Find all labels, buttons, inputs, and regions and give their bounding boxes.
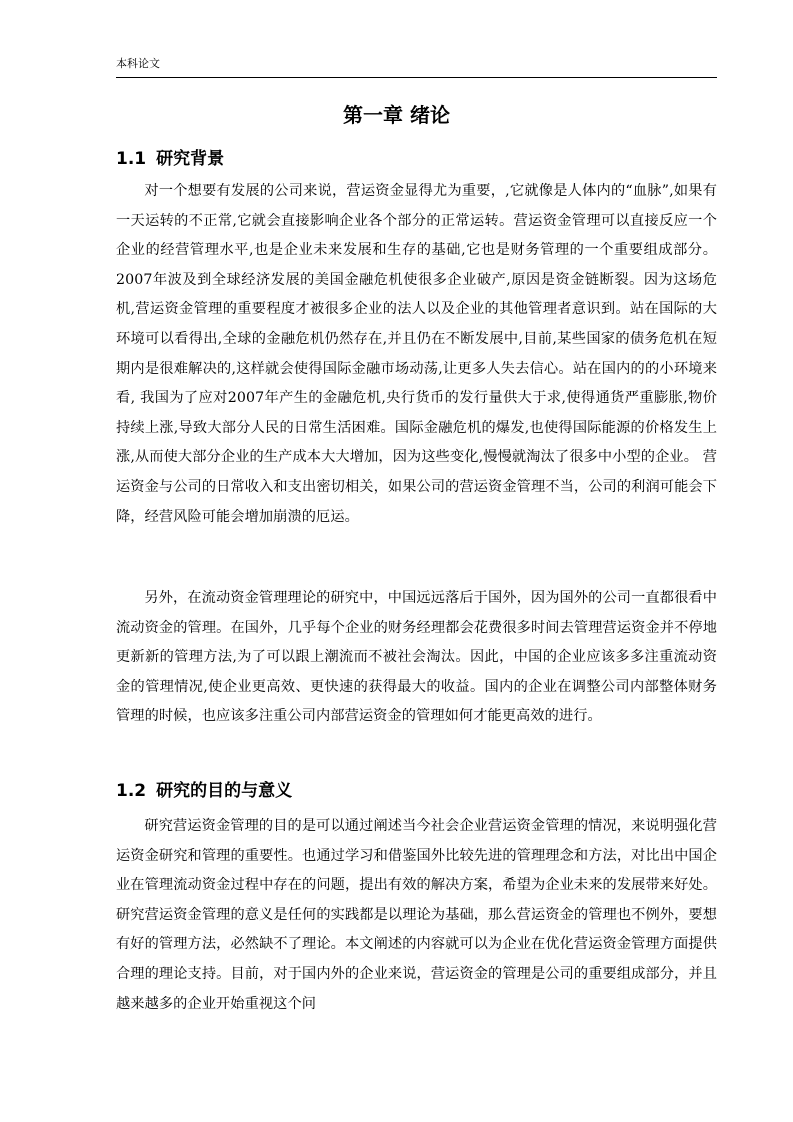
section-number: 1.2 <box>116 781 147 801</box>
section-title: 研究的目的与意义 <box>156 781 293 801</box>
section-heading-1-1 <box>116 146 224 172</box>
paragraph-research-background-2: 另外，在流动资金管理理论的研究中，中国远远落后于国外，因为国外的公司一直都很看中流动资金的管理。在国外，几乎每个企业的财务经理都会花费很多时间去管理营运资金并不停地更新新的管理方法,为了可以跟上潮流而不被社会淘汰。因此，中国的企业应该多多注重流动资金的管理情况,使企业更高效、更快速的获得最大的收益。国内的企业在调整公司内部整体财务管理的时候，也应该多注重公司内部营运资金的管理如何才能更高效的进行。 <box>116 590 717 725</box>
paragraph-purpose-significance-1: 研究营运资金管理的目的是可以通过阐述当今社会企业营运资金管理的情况，来说明强化营运资金研究和管理的重要性。也通过学习和借鉴国外比较先进的管理理念和方法，对比出中国企业在管理流动资金过程中存在的问题，提出有效的解决方案，希望为企业未来的发展带来好处。研究营运资金管理的意义是任何的实践都是以理论为基础，那么营运资金的管理也不例外，要想有好的管理方法，必然缺不了理论。本文阐述的内容就可以为企业在优化营运资金管理方面提供合理的理论支持。目前，对于国内外的企业来说，营运资金的管理是公司的重要组成部分，并且越来越多的企业开始重视这个问 <box>116 818 717 1012</box>
paragraph-research-background-1: 对一个想要有发展的公司来说，营运资金显得尤为重要，,它就像是人体内的“血脉”,如果有一天运转的不正常,它就会直接影响企业各个部分的正常运转。营运资金管理可以直接反应一个企业的经营管理水平,也是企业未来发展和生存的基础,它也是财务管理的一个重要组成部分。2007年波及到全球经济发展的美国金融危机使很多企业破产,原因是资金链断裂。因为这场危机,营运资金管理的重要程度才被很多企业的法人以及企业的其他管理者意识到。站在国际的大环境可以看得出,全球的金融危机仍然存在,并且仍在不断发展中,目前,某些国家的债务危机在短期内是很难解决的,这样就会使得国际金融市场动荡,让更多人失去信心。站在国内的的小环境来看, 我国为了应对2007年产生的金融危机,央行货币的发行量供大于求,使得通货严重膨胀,物价持续上涨,导致大部分人民的日常生活困难。国际金融危机的爆发,也使得国际能源的价格发生上涨,从而使大部分企业的生产成本大大增加，因为这些变化,慢慢就淘汰了很多中小型的企业。 营运资金与公司的日常收入和支出密切相关，如果公司的营运资金管理不当，公司的利润可能会下降，经营风险可能会增加崩溃的厄运。 <box>116 183 717 525</box>
header-rule <box>116 77 717 78</box>
chapter-title: 第一章 绪论 <box>343 103 450 127</box>
section-number: 1.1 <box>116 149 147 169</box>
running-header: 本科论文 <box>116 57 160 70</box>
section-title: 研究背景 <box>156 149 225 169</box>
section-heading-1-2 <box>116 778 292 804</box>
